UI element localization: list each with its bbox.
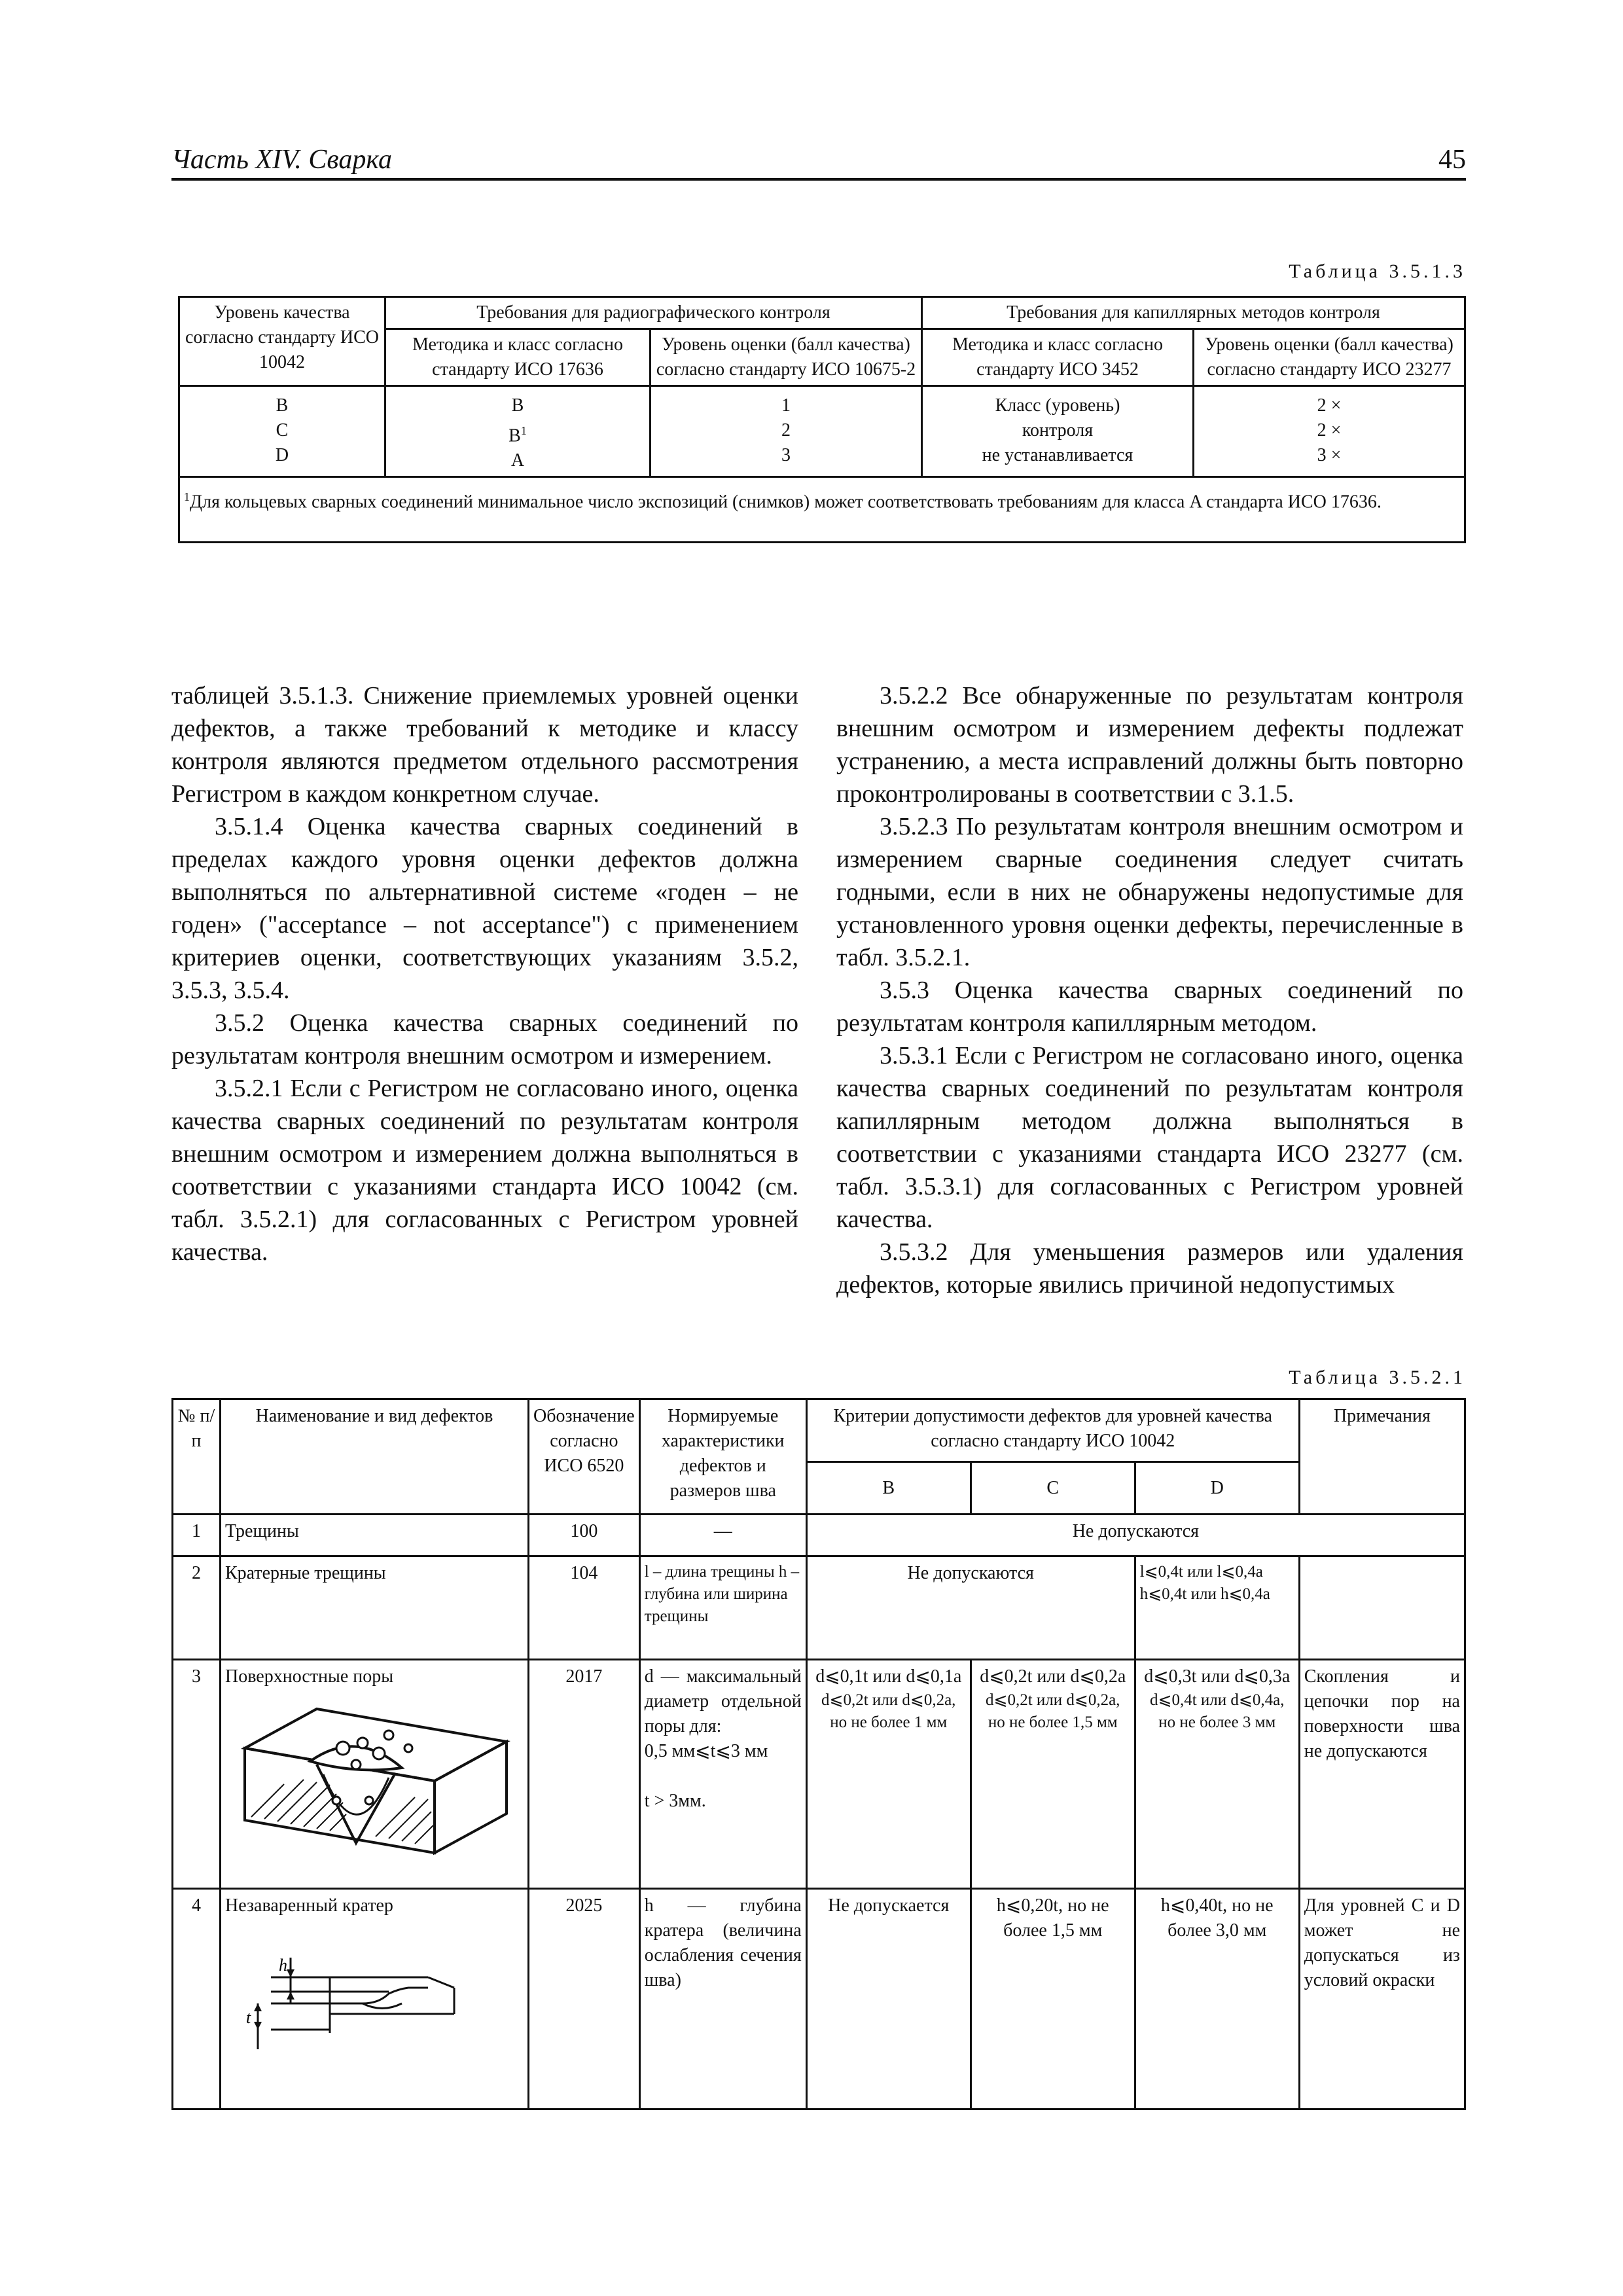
paragraph: 3.5.2.3 По результатам контроля внешним осмотром и измерением сварные соединения следует считать годными, если в них не обнаружены недопустимые для установленного уровня оценки дефекты, перечисленные в табл. 3.5.2.1. xyxy=(836,813,1463,971)
t2-row4-name: Незаваренный кратер xyxy=(225,1895,393,1916)
table-row xyxy=(173,1889,1465,2109)
t2-row3-c: d⩽0,2t или d⩽0,2a xyxy=(980,1666,1126,1687)
t1-method-d: A xyxy=(510,450,525,471)
paragraph: 3.5.3 Оценка качества сварных соединений по результатам контроля капиллярным методом. xyxy=(836,977,1463,1037)
table-row xyxy=(173,1556,1465,1660)
t2-header-d: D xyxy=(1135,1462,1299,1515)
t1-cap-method-b: Класс (уровень) xyxy=(995,395,1120,416)
t2-row2-bc: Не допускаются xyxy=(806,1556,1135,1660)
t2-header-norm: Нормируемые характеристики дефектов и размеров шва xyxy=(639,1399,806,1515)
t2-row3-norm: d — максимальный диаметр отдельной поры для: xyxy=(644,1666,802,1736)
table2-caption: Таблица 3.5.2.1 xyxy=(1289,1367,1466,1388)
t1-header-radio: Требования для радиографического контроля xyxy=(385,297,922,329)
t2-header-notes: Примечания xyxy=(1299,1399,1465,1515)
t2-row3-code: 2017 xyxy=(529,1660,640,1889)
t2-row1-merged: Не допускаются xyxy=(806,1515,1465,1556)
header-rule xyxy=(171,178,1466,181)
t1-header-quality: Уровень качества согласно стандарту ИСО 10042 xyxy=(179,297,385,386)
t2-header-name: Наименование и вид дефектов xyxy=(221,1399,529,1515)
unfilled-crater-figure xyxy=(232,1925,507,2056)
t1-quality-d: D xyxy=(275,445,289,465)
t1-level-c: 2 xyxy=(781,420,791,440)
t2-row4-c: h⩽0,20t, но не более 1,5 мм xyxy=(971,1889,1135,2109)
t2-row2-no: 2 xyxy=(173,1556,221,1660)
t2-header-criteria: Критерии допустимости дефектов для уровней качества согласно стандарту ИСО 10042 xyxy=(806,1399,1299,1462)
t1-cap-level-b: 2 × xyxy=(1317,395,1342,416)
text-column-right xyxy=(836,679,1463,1301)
t1-method-c: B xyxy=(508,425,521,446)
t1-header-radio-level: Уровень оценки (балл качества) согласно стандарту ИСО 10675-2 xyxy=(651,329,922,386)
table-row xyxy=(173,1660,1465,1889)
fig-label-t: t xyxy=(246,2008,251,2027)
t2-row4-notes: Для уровней C и D может не допускаться из условий окраски xyxy=(1299,1889,1465,2109)
table1-caption: Таблица 3.5.1.3 xyxy=(1289,260,1466,282)
t2-header-b: B xyxy=(806,1462,971,1515)
t1-level-b: 1 xyxy=(781,395,791,416)
t2-row3-c2: d⩽0,2t или d⩽0,2a, но не более 1,5 мм xyxy=(986,1691,1120,1731)
t2-row1-code: 100 xyxy=(529,1515,640,1556)
t2-row2-norm: l – длина трещины h – глубина или ширина трещины xyxy=(639,1556,806,1660)
t2-row3-notes: Скопления и цепочки пор на поверхности шва не допускаются xyxy=(1299,1660,1465,1889)
t2-row2-code: 104 xyxy=(529,1556,640,1660)
page-header-title: Часть XIV. Сварка xyxy=(171,145,392,175)
t1-header-cap-method: Методика и класс согласно стандарту ИСО 3452 xyxy=(922,329,1194,386)
t2-row4-code: 2025 xyxy=(529,1889,640,2109)
t2-row2-d: l⩽0,4t или l⩽0,4a h⩽0,4t или h⩽0,4a xyxy=(1135,1556,1299,1660)
t2-row2-name: Кратерные трещины xyxy=(221,1556,529,1660)
page-number: 45 xyxy=(1438,145,1466,175)
t1-quality-c: C xyxy=(276,420,289,440)
table-row xyxy=(173,1515,1465,1556)
t2-row3-c-cell xyxy=(971,1660,1135,1889)
paragraph: 3.5.3.1 Если с Регистром не согласовано иного, оценка качества сварных соединений по результатам контроля капиллярным методом должна выполняться в соответствии с указаниями стандарта ИСО 23277 (см. табл. 3.5.3.1) для согласованных с Регистром уровней качества. xyxy=(836,1042,1463,1233)
t2-row3-d-cell xyxy=(1135,1660,1299,1889)
t2-row4-name-cell xyxy=(221,1889,529,2109)
t1-header-cap-level: Уровень оценки (балл качества) согласно стандарту ИСО 23277 xyxy=(1194,329,1465,386)
t1-method-c-sup: 1 xyxy=(520,424,527,437)
t2-header-code: Обозначение согласно ИСО 6520 xyxy=(529,1399,640,1515)
t2-row3-b: d⩽0,1t или d⩽0,1a xyxy=(815,1666,962,1687)
paragraph: 3.5.2.1 Если с Регистром не согласовано иного, оценка качества сварных соединений по результатам контроля внешним осмотром и измерением должна выполняться в соответствии с указаниями стандарта ИСО 10042 (см. табл. 3.5.2.1) для согласованных с Регистром уровней качества. xyxy=(171,1075,798,1266)
surface-pores-figure xyxy=(238,1702,513,1866)
t2-row1-no: 1 xyxy=(173,1515,221,1556)
t1-footnote xyxy=(179,477,1465,542)
t2-row4-b: Не допускается xyxy=(806,1889,971,2109)
paragraph: 3.5.2 Оценка качества сварных соединений по результатам контроля внешним осмотром и измерением. xyxy=(171,1009,798,1069)
t2-header-c: C xyxy=(971,1462,1135,1515)
t2-row4-norm: h — глубина кратера (величина ослабления сечения шва) xyxy=(639,1889,806,2109)
fig-label-h: h xyxy=(279,1956,287,1975)
t2-row3-norm-range1: 0,5 мм⩽t⩽3 мм xyxy=(644,1741,768,1761)
t2-row3-norm-cell xyxy=(639,1660,806,1889)
t1-level-d: 3 xyxy=(781,445,791,465)
t1-method-b: B xyxy=(511,395,524,416)
table-3-5-1-3 xyxy=(178,296,1466,543)
t2-row1-name: Трещины xyxy=(221,1515,529,1556)
paragraph: таблицей 3.5.1.3. Снижение приемлемых уровней оценки дефектов, а также требований к методике и классу контроля являются предметом отдельного рассмотрения Регистром в каждом конкретном случае. xyxy=(171,682,798,808)
t2-row4-d: h⩽0,40t, но не более 3,0 мм xyxy=(1135,1889,1299,2109)
t2-header-no: № п/п xyxy=(173,1399,221,1515)
t1-cap-level-c: 2 × xyxy=(1317,420,1342,440)
t2-row3-norm-range2: t > 3мм. xyxy=(644,1791,706,1811)
t2-row3-b-cell xyxy=(806,1660,971,1889)
paragraph: 3.5.1.4 Оценка качества сварных соединений в пределах каждого уровня оценки дефектов должна выполняться по альтернативной системе «годен – не годен» ("acceptance – not acceptance") с применением критериев оценки, соответствующих указаниям 3.5.2, 3.5.3, 3.5.4. xyxy=(171,813,798,1004)
t2-row2-notes xyxy=(1299,1556,1465,1660)
t2-row3-b2: d⩽0,2t или d⩽0,2a, но не более 1 мм xyxy=(821,1691,956,1731)
t2-row3-no: 3 xyxy=(173,1660,221,1889)
t1-cap-method-d: не устанавливается xyxy=(982,445,1133,465)
paragraph: 3.5.2.2 Все обнаруженные по результатам контроля внешним осмотром и измерением дефекты подлежат устранению, а места исправлений должны быть повторно проконтролированы в соответствии с 3.1.5. xyxy=(836,682,1463,808)
t1-quality-b: B xyxy=(276,395,289,416)
t1-header-capillary: Требования для капиллярных методов контроля xyxy=(922,297,1465,329)
t2-row1-norm: — xyxy=(639,1515,806,1556)
t2-row4-no: 4 xyxy=(173,1889,221,2109)
t1-header-radio-method: Методика и класс согласно стандарту ИСО 17636 xyxy=(385,329,651,386)
t2-row3-name-cell xyxy=(221,1660,529,1889)
table-row xyxy=(179,386,1465,477)
t2-row3-d: d⩽0,3t или d⩽0,3a xyxy=(1144,1666,1291,1687)
t1-footnote-text: Для кольцевых сварных соединений минимальное число экспозиций (снимков) может соответствовать требованиям для класса A стандарта ИСО 17636. xyxy=(190,492,1382,512)
text-column-left xyxy=(171,679,798,1268)
t1-cap-method-c: контроля xyxy=(1022,420,1094,440)
t1-cap-level-d: 3 × xyxy=(1317,445,1342,465)
table-3-5-2-1 xyxy=(171,1398,1466,2110)
t1-method-c-wrap xyxy=(390,418,645,448)
t2-row3-d2: d⩽0,4t или d⩽0,4a, но не более 3 мм xyxy=(1150,1691,1285,1731)
t1-footnote-mark: 1 xyxy=(184,490,190,504)
paragraph: 3.5.3.2 Для уменьшения размеров или удаления дефектов, которые явились причиной недопустимых xyxy=(836,1238,1463,1299)
t2-row3-name: Поверхностные поры xyxy=(225,1666,394,1687)
